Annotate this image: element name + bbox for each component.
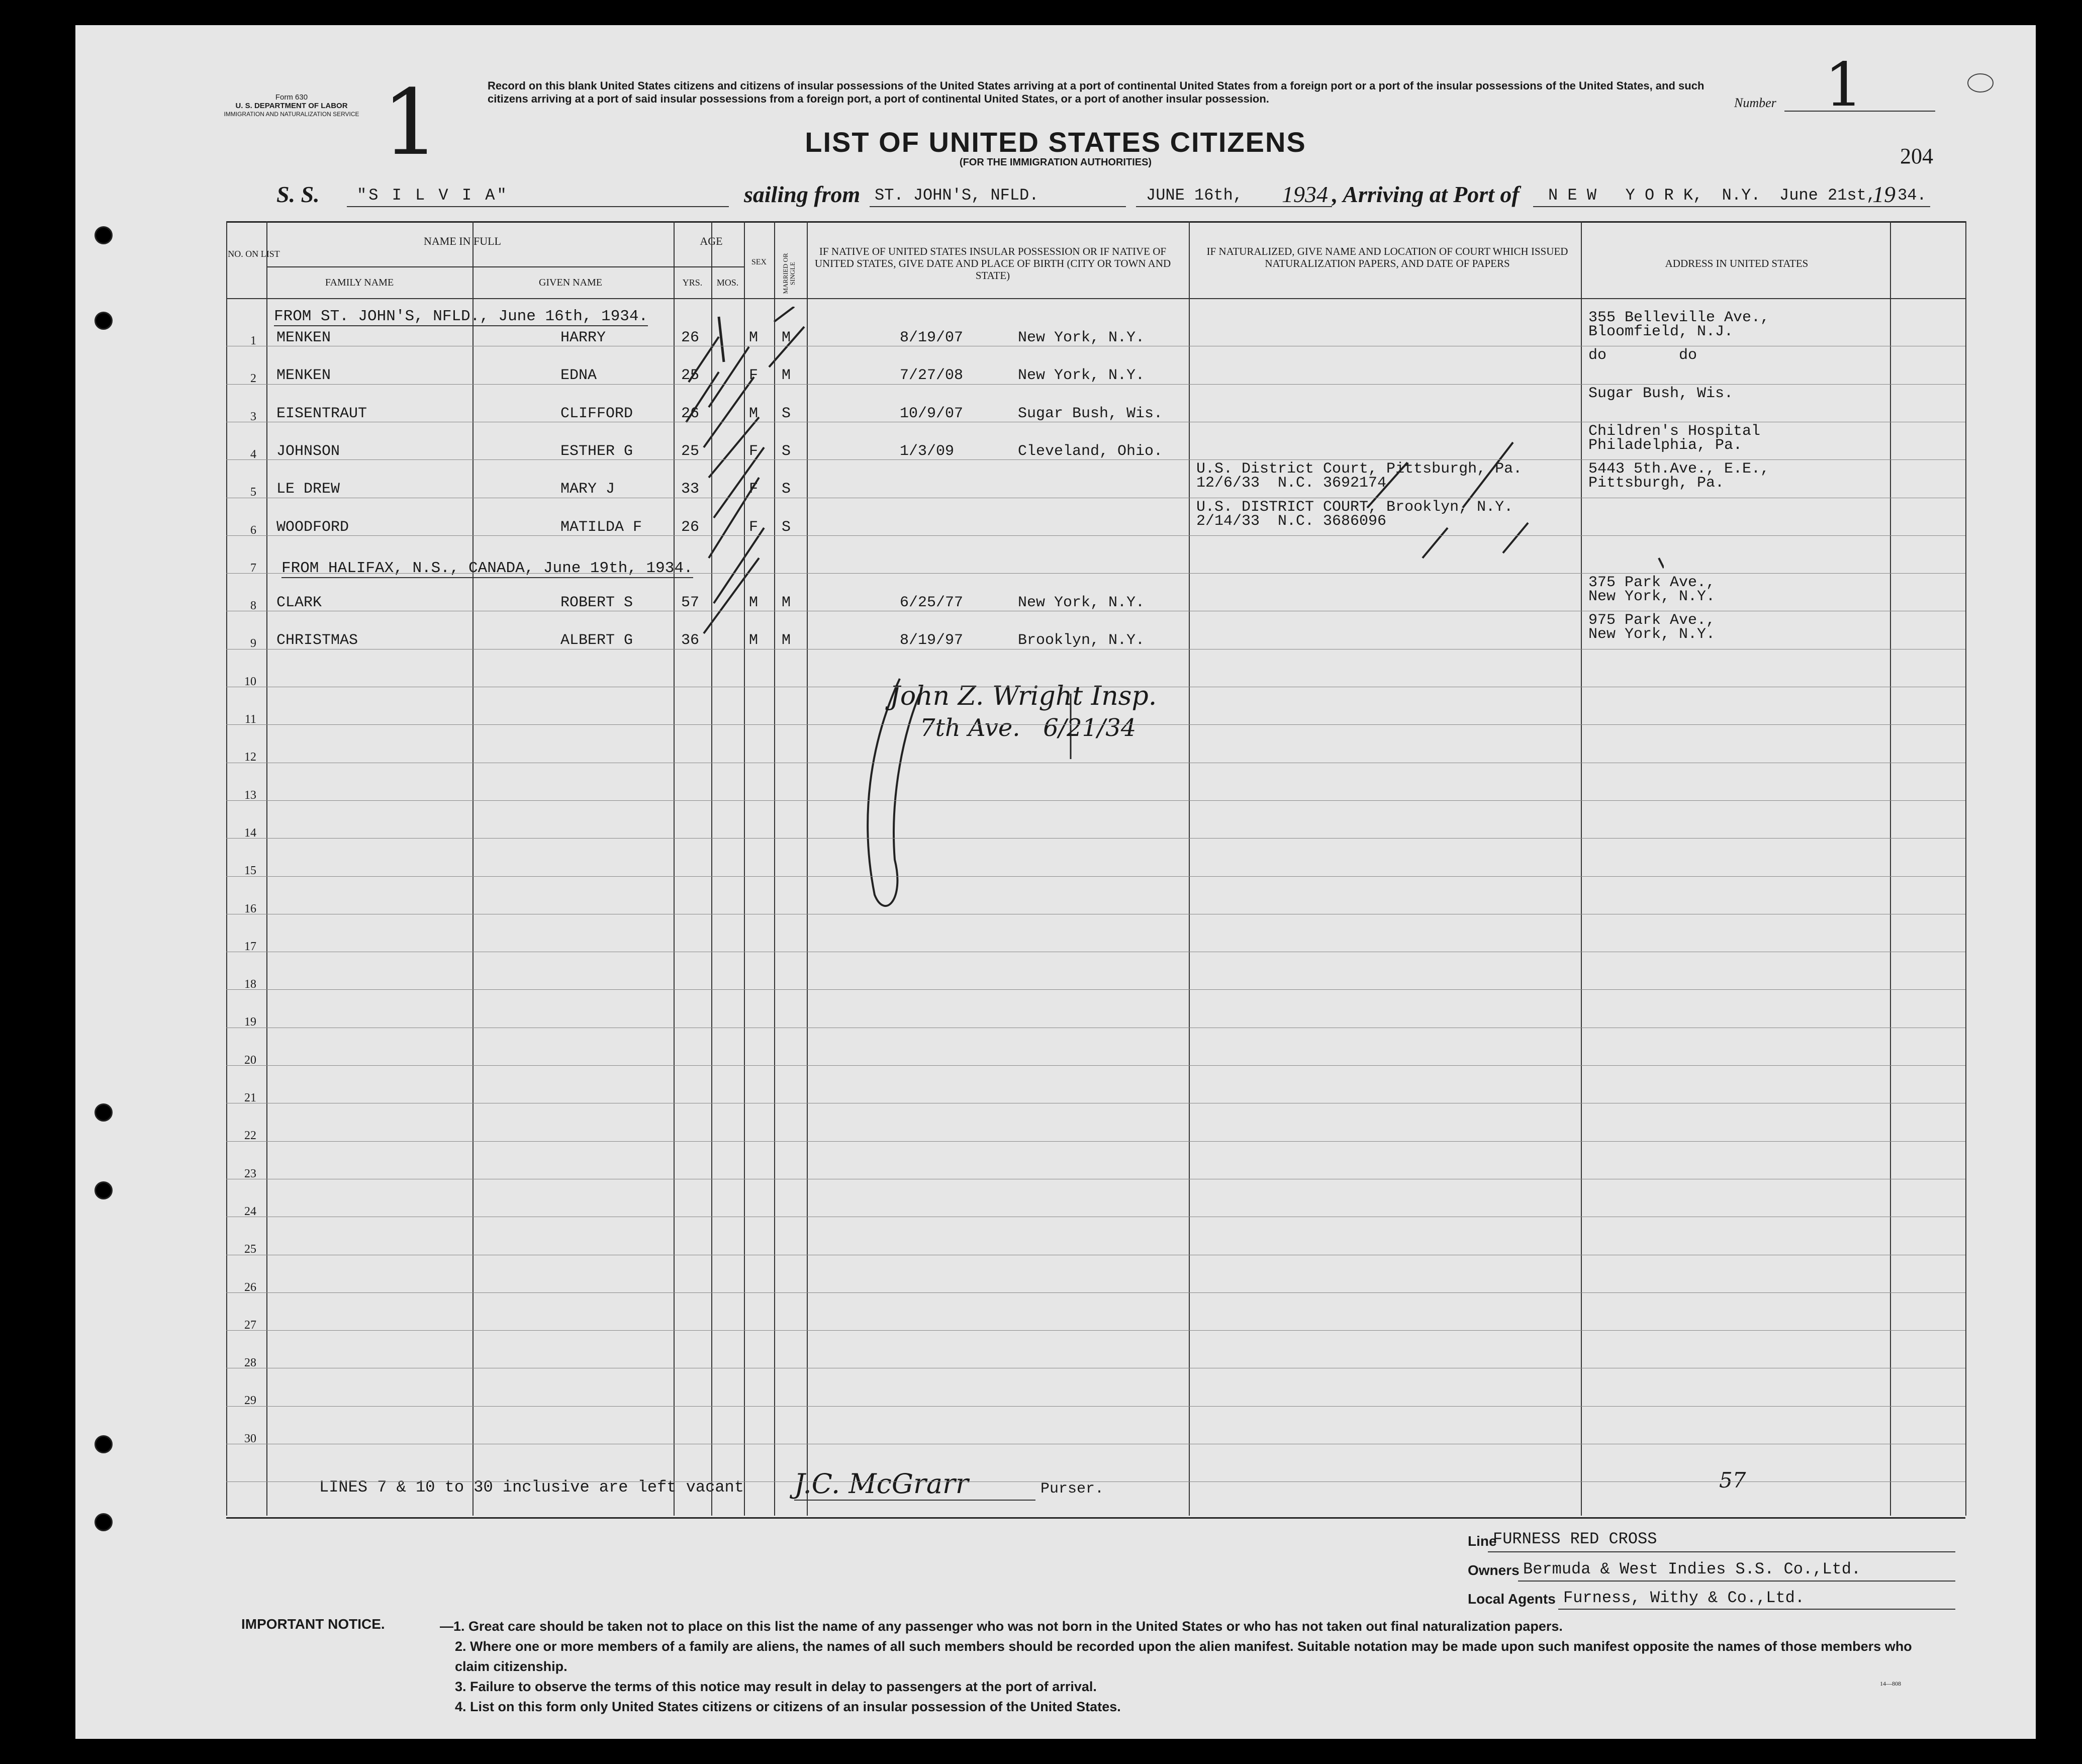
- row-number: 7: [250, 561, 256, 575]
- form-id-block: [216, 93, 367, 119]
- passenger-naturalization-court: U.S. DISTRICT COURT, Brooklyn, N.Y.: [1196, 498, 1513, 516]
- row-number: 29: [244, 1394, 256, 1408]
- passenger-address-line2: New York, N.Y.: [1588, 588, 1716, 606]
- line-label: Line: [1468, 1533, 1497, 1549]
- passenger-naturalization-date: 12/6/33 N.C. 3692174: [1196, 475, 1387, 492]
- passenger-marital-status: M: [782, 329, 791, 346]
- row-number: 20: [244, 1053, 256, 1067]
- passenger-birth-place: Sugar Bush, Wis.: [1018, 405, 1163, 422]
- agents-underline: [1558, 1609, 1955, 1610]
- row-number: 8: [250, 599, 256, 613]
- passenger-birth-date: 8/19/07: [900, 329, 964, 346]
- passenger-marital-status: M: [782, 594, 791, 612]
- form-number: Form 630: [275, 93, 308, 102]
- binder-hole: [94, 1181, 113, 1199]
- departure-port: ST. JOHN'S, NFLD.: [875, 186, 1039, 205]
- table-column-rule: [472, 221, 474, 1516]
- table-column-rule: [266, 221, 267, 1516]
- page-number: 204: [1900, 144, 1933, 168]
- passenger-address-line2: New York, N.Y.: [1588, 626, 1716, 643]
- row-number: 22: [244, 1129, 256, 1143]
- from-underline: [870, 206, 1126, 207]
- corner-mark: [1965, 70, 1996, 101]
- table-column-rule: [807, 221, 808, 1516]
- passenger-sex: F: [749, 367, 759, 385]
- table-column-rule: [226, 221, 227, 1516]
- passenger-sex: M: [749, 329, 759, 346]
- table-header-rule: [674, 266, 744, 267]
- header-sex: SEX: [751, 258, 767, 266]
- passenger-sex: F: [749, 442, 759, 460]
- page-subtitle: (FOR THE IMMIGRATION AUTHORITIES): [959, 157, 1152, 168]
- passenger-family-name: LE DREW: [276, 481, 340, 498]
- binder-hole: [94, 1103, 113, 1122]
- table-row-rule: [226, 1330, 1965, 1331]
- line-underline: [1488, 1551, 1955, 1552]
- passenger-sex: M: [749, 405, 759, 422]
- passenger-given-name: MARY J: [560, 481, 615, 498]
- print-code: 14—808: [1880, 1680, 1901, 1687]
- passenger-age: 57: [681, 594, 700, 612]
- passenger-family-name: WOODFORD: [276, 518, 349, 536]
- arrival-year: 34.: [1898, 186, 1927, 205]
- row-number: 28: [244, 1356, 256, 1370]
- manifest-page: [75, 25, 2036, 1739]
- row-number: 24: [244, 1204, 256, 1218]
- passenger-given-name: HARRY: [560, 329, 606, 346]
- table-column-rule: [1890, 221, 1891, 1516]
- row-number: 10: [244, 675, 256, 688]
- passenger-birth-place: New York, N.Y.: [1018, 367, 1145, 385]
- table-row-rule: [226, 1141, 1965, 1142]
- table-column-rule: [1189, 221, 1190, 1516]
- table-row-rule: [226, 573, 1965, 574]
- ship-underline: [347, 206, 729, 207]
- table-row-rule: [226, 1481, 1965, 1482]
- passenger-marital-status: S: [782, 481, 791, 498]
- row-number: 16: [244, 902, 256, 915]
- inspector-signature-date: 7th Ave. 6/21/34: [920, 714, 1137, 742]
- row-number: 14: [244, 826, 256, 840]
- passenger-family-name: MENKEN: [276, 329, 331, 346]
- binder-hole: [94, 1513, 113, 1531]
- binder-hole: [94, 312, 113, 330]
- table-column-rule: [1965, 221, 1966, 1516]
- row-number: 19: [244, 1015, 256, 1029]
- passenger-address-line1: 375 Park Ave.,: [1588, 574, 1716, 592]
- passenger-age: 26: [681, 405, 700, 422]
- header-married-single: MARRIED OR SINGLE: [782, 253, 796, 294]
- passenger-marital-status: S: [782, 442, 791, 460]
- agents-value: Furness, Withy & Co.,Ltd.: [1563, 1589, 1805, 1607]
- passenger-sex: M: [749, 632, 759, 649]
- notice-item-4: 4. List on this form only United States citizens or citizens of an insular possession of the United States.: [455, 1699, 1121, 1714]
- passenger-birth-place: Cleveland, Ohio.: [1018, 442, 1163, 460]
- passenger-sex: F: [749, 481, 759, 498]
- table-column-rule: [711, 221, 712, 1516]
- arrival-year-prefix: 19: [1872, 181, 1896, 207]
- table-column-rule: [774, 221, 775, 1516]
- row-number: 3: [250, 410, 256, 423]
- agents-label: Local Agents: [1468, 1591, 1556, 1607]
- table-row-rule: [226, 724, 1965, 725]
- table-column-rule: [674, 221, 675, 1516]
- arrival-port: N E W Y O R K, N.Y.: [1548, 186, 1761, 205]
- owners-value: Bermuda & West Indies S.S. Co.,Ltd.: [1523, 1560, 1861, 1579]
- header-birth: IF NATIVE OF UNITED STATES INSULAR POSSESSION OR IF NATIVE OF UNITED STATES, GIVE DATE AND PLACE OF BIRTH (CITY OR TOWN AND STATE): [814, 245, 1171, 282]
- passenger-given-name: ALBERT G: [560, 632, 633, 649]
- passenger-age: 26: [681, 329, 700, 346]
- passenger-age: 25: [681, 442, 700, 460]
- ss-label: S. S.: [276, 181, 320, 207]
- row-number: 27: [244, 1318, 256, 1332]
- header-age: AGE: [700, 235, 723, 247]
- table-row-rule: [226, 535, 1965, 536]
- owners-underline: [1518, 1581, 1955, 1582]
- passenger-marital-status: S: [782, 405, 791, 422]
- passenger-birth-date: 1/3/09: [900, 442, 955, 460]
- row-number: 26: [244, 1280, 256, 1294]
- passenger-sex: M: [749, 594, 759, 612]
- row-number: 15: [244, 864, 256, 878]
- passenger-given-name: CLIFFORD: [560, 405, 633, 422]
- passenger-family-name: CHRISTMAS: [276, 632, 358, 649]
- passenger-birth-date: 8/19/97: [900, 632, 964, 649]
- passenger-given-name: EDNA: [560, 367, 597, 385]
- date-underline: [1136, 206, 1332, 207]
- number-value: 1: [1825, 50, 1863, 120]
- passenger-birth-place: New York, N.Y.: [1018, 329, 1145, 346]
- row-number: 5: [250, 486, 256, 499]
- notice-item-2: 2. Where one or more members of a family are aliens, the names of all such members should be recorded upon the alien manifest. Suitable notation may be made upon such manifest opposite the names of those members who claim citizenship.: [455, 1639, 1912, 1674]
- passenger-family-name: JOHNSON: [276, 442, 340, 460]
- passenger-birth-place: Brooklyn, N.Y.: [1018, 632, 1145, 649]
- passenger-naturalization-court: U.S. District Court, Pittsburgh, Pa.: [1196, 460, 1523, 478]
- passenger-marital-status: M: [782, 632, 791, 649]
- passenger-age: 25: [681, 367, 700, 385]
- passenger-family-name: EISENTRAUT: [276, 405, 367, 422]
- passenger-address-line1: Children's Hospital: [1588, 422, 1761, 440]
- passenger-given-name: ROBERT S: [560, 594, 633, 612]
- row-number: 21: [244, 1091, 256, 1104]
- binder-hole: [94, 1435, 113, 1453]
- section-halifax: FROM HALIFAX, N.S., CANADA, June 19th, 1934.: [281, 560, 693, 577]
- port-underline: [1533, 206, 1930, 207]
- passenger-birth-place: New York, N.Y.: [1018, 594, 1145, 612]
- passenger-address-line1: 355 Belleville Ave.,: [1588, 309, 1770, 326]
- department-name: U. S. DEPARTMENT OF LABOR: [235, 102, 348, 110]
- table-row-rule: [226, 1065, 1965, 1066]
- number-label: Number: [1734, 96, 1776, 110]
- passenger-family-name: CLARK: [276, 594, 322, 612]
- sailing-label: sailing from: [744, 181, 861, 207]
- passenger-marital-status: S: [782, 518, 791, 536]
- notice-title: IMPORTANT NOTICE.: [241, 1616, 385, 1632]
- header-naturalized: IF NATURALIZED, GIVE NAME AND LOCATION OF COURT WHICH ISSUED NATURALIZATION PAPERS, AND DATE OF PAPERS: [1206, 245, 1568, 269]
- row-number: 13: [244, 788, 256, 802]
- passenger-address-line2: Bloomfield, N.J.: [1588, 323, 1734, 340]
- row-number: 1: [250, 334, 256, 347]
- passenger-address-line1: 5443 5th.Ave., E.E.,: [1588, 460, 1770, 478]
- row-number: 12: [244, 751, 256, 764]
- form-intro: Record on this blank United States citizens and citizens of insular possessions of the United States arriving at a port of continental United States from a foreign port or a port of the insular possessions of the United States, and such citizens arriving at a port of said insular possessions from a foreign port, a port of continental United States, or a port of another insular possession.: [488, 79, 1705, 105]
- purser-label: Purser.: [1040, 1480, 1104, 1498]
- section-st-johns: FROM ST. JOHN'S, NFLD., June 16th, 1934.: [274, 308, 648, 325]
- sailing-year: 1934: [1282, 181, 1328, 207]
- row-number: 4: [250, 447, 256, 461]
- passenger-age: 26: [681, 518, 700, 536]
- passenger-marital-status: M: [782, 367, 791, 385]
- passenger-given-name: MATILDA F: [560, 518, 642, 536]
- table-row-rule: [226, 1406, 1965, 1407]
- service-name: IMMIGRATION AND NATURALIZATION SERVICE: [224, 111, 359, 118]
- row-number: 11: [244, 713, 256, 726]
- passenger-sex: F: [749, 518, 759, 536]
- ship-name: "S I L V I A": [357, 186, 509, 205]
- inspector-signature: John Z. Wright Insp.: [890, 681, 1157, 711]
- passenger-birth-date: 10/9/07: [900, 405, 964, 422]
- handwritten-mark: 1: [382, 70, 440, 175]
- table-header-rule: [226, 298, 1965, 299]
- notice-item-3: 3. Failure to observe the terms of this notice may result in delay to passengers at the port of arrival.: [455, 1679, 1097, 1694]
- passenger-address-line1: do do: [1588, 347, 1697, 364]
- row-number: 23: [244, 1167, 256, 1180]
- passenger-given-name: ESTHER G: [560, 442, 633, 460]
- tally-count: 57: [1719, 1468, 1746, 1493]
- table-row-rule: [226, 800, 1965, 801]
- row-number: 25: [244, 1243, 256, 1256]
- owners-label: Owners: [1468, 1562, 1520, 1578]
- sailing-date: JUNE 16th,: [1146, 186, 1243, 205]
- binder-hole: [94, 226, 113, 244]
- row-number: 18: [244, 978, 256, 991]
- table-row-rule: [226, 459, 1965, 460]
- header-mos: MOS.: [716, 277, 739, 288]
- row-number: 30: [244, 1432, 256, 1445]
- header-family-name: FAMILY NAME: [325, 277, 394, 288]
- row-number: 9: [250, 637, 256, 651]
- passenger-address-line2: Philadelphia, Pa.: [1588, 436, 1743, 454]
- header-given-name: GIVEN NAME: [538, 277, 603, 288]
- passenger-address-line1: 975 Park Ave.,: [1588, 612, 1716, 629]
- notice-list: [440, 1616, 1948, 1717]
- passenger-address-line1: Sugar Bush, Wis.: [1588, 385, 1734, 402]
- row-number: 6: [250, 523, 256, 537]
- passenger-address-line2: Pittsburgh, Pa.: [1588, 475, 1725, 492]
- table-row-rule: [226, 1292, 1965, 1293]
- arrival-date: June 21st,: [1779, 186, 1876, 205]
- header-name-in-full: NAME IN FULL: [424, 235, 501, 247]
- table-column-rule: [1581, 221, 1582, 1516]
- row-number: 2: [250, 372, 256, 386]
- purser-signature: J.C. McGrarr: [794, 1468, 1035, 1501]
- line-value: FURNESS RED CROSS: [1493, 1530, 1657, 1548]
- passenger-family-name: MENKEN: [276, 367, 331, 385]
- header-address: ADDRESS IN UNITED STATES: [1665, 257, 1809, 269]
- table-header-rule: [266, 266, 674, 267]
- passenger-age: 33: [681, 481, 700, 498]
- table-row-rule: [226, 838, 1965, 839]
- passenger-birth-date: 7/27/08: [900, 367, 964, 385]
- header-yrs: YRS.: [682, 277, 703, 288]
- header-no-on-list: NO. ON LIST: [228, 249, 280, 259]
- table-row-rule: [226, 989, 1965, 990]
- table-column-rule: [744, 221, 745, 1516]
- table-row-rule: [226, 876, 1965, 877]
- table-row-rule: [226, 384, 1965, 385]
- vacant-lines-note: LINES 7 & 10 to 30 inclusive are left vacant: [319, 1478, 744, 1497]
- notice-item-1: —1. Great care should be taken not to place on this list the name of any passenger who was not born in the United States or who has not taken out final naturalization papers.: [440, 1619, 1563, 1634]
- page-title: LIST OF UNITED STATES CITIZENS: [805, 126, 1306, 158]
- arriving-label: , Arriving at Port of: [1332, 181, 1520, 207]
- row-number: 17: [244, 940, 256, 953]
- passenger-naturalization-date: 2/14/33 N.C. 3686096: [1196, 512, 1387, 530]
- passenger-birth-date: 6/25/77: [900, 594, 964, 612]
- passenger-age: 36: [681, 632, 700, 649]
